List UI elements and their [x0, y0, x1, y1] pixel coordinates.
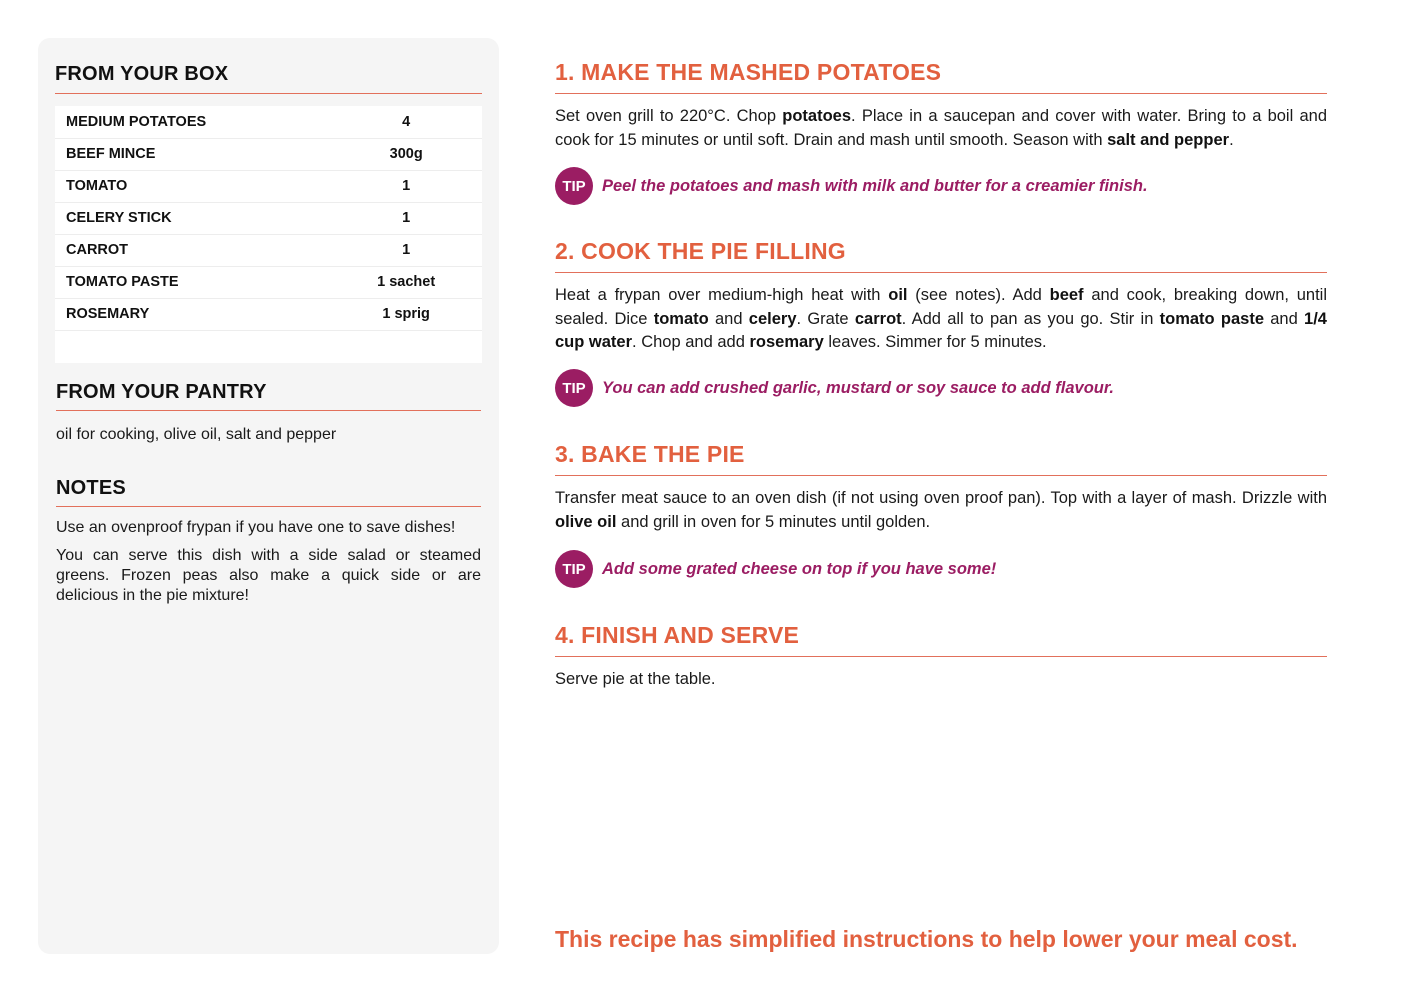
ingredient-highlight: celery	[748, 309, 797, 328]
instruction-text: and grill in oven for 5 minutes until golden.	[616, 512, 931, 531]
ingredient-name: MEDIUM POTATOES	[55, 106, 330, 138]
ingredient-qty: 1	[330, 202, 482, 234]
ingredient-highlight: beef	[1049, 286, 1084, 304]
ingredient-qty: 1 sachet	[330, 266, 482, 298]
step-3-title: 3. BAKE THE PIE	[555, 441, 745, 467]
step-1-instructions	[555, 105, 1327, 152]
ingredient-row-empty	[55, 330, 482, 363]
instruction-text: .	[1229, 130, 1234, 149]
ingredient-name: TOMATO	[55, 170, 330, 202]
step-2-tip	[555, 369, 1114, 407]
tip-text: Peel the potatoes and mash with milk and butter for a creamier finish.	[602, 176, 1148, 195]
pantry-items-text: oil for cooking, olive oil, salt and pepper	[56, 426, 337, 443]
step-1-tip	[555, 167, 1148, 205]
from-your-box-heading: FROM YOUR BOX	[55, 63, 229, 85]
instruction-text: . Place in a saucepan and cover with water. Bring to a boil and cook for 15 minutes or until soft. Drain and mash until smooth. Season with	[555, 107, 1327, 149]
ingredient-row	[55, 266, 482, 298]
ingredient-name: CELERY STICK	[55, 202, 330, 234]
ingredient-highlight: salt and pepper	[1107, 130, 1230, 149]
step-3-tip	[555, 550, 996, 588]
tip-text: Add some grated cheese on top if you have some!	[602, 559, 997, 578]
ingredient-name: BEEF MINCE	[55, 138, 330, 170]
ingredient-row	[55, 170, 482, 202]
ingredient-qty: 300g	[330, 138, 482, 170]
step-2-title: 2. COOK THE PIE FILLING	[555, 238, 846, 264]
ingredient-highlight: tomato paste	[1159, 309, 1264, 328]
ingredient-name: CARROT	[55, 234, 330, 266]
notes-body	[56, 518, 481, 614]
from-your-box-divider	[55, 93, 482, 94]
tip-badge: TIP	[555, 167, 593, 205]
ingredient-row	[55, 138, 482, 170]
ingredient-qty: 4	[330, 106, 482, 138]
step-4-divider	[555, 656, 1327, 657]
ingredient-highlight: 1/4 cup water	[555, 309, 1327, 351]
ingredient-highlight: olive oil	[555, 512, 617, 531]
instruction-text: leaves. Simmer for 5 minutes.	[823, 333, 1047, 351]
instruction-text: Heat a frypan over medium-high heat with	[555, 286, 889, 304]
tip-badge: TIP	[555, 550, 593, 588]
instruction-text: Set oven grill to 220°C. Chop	[555, 107, 783, 125]
instruction-text: . Chop and add	[632, 333, 750, 351]
tip-badge: TIP	[555, 369, 593, 407]
ingredient-highlight: carrot	[854, 309, 902, 328]
cost-saving-note: This recipe has simplified instructions to help lower your meal cost.	[555, 926, 1298, 952]
instruction-text: and	[1264, 309, 1305, 328]
from-your-pantry-heading: FROM YOUR PANTRY	[56, 381, 267, 403]
note-paragraph: You can serve this dish with a side salad or steamed greens. Frozen peas also make a quick side or are delicious in the pie mixture!	[56, 547, 481, 604]
ingredient-name: ROSEMARY	[55, 298, 330, 330]
instruction-text: . Grate	[796, 309, 855, 328]
ingredients-panel	[38, 38, 499, 954]
step-2-divider	[555, 272, 1327, 273]
instruction-text: . Add all to pan as you go. Stir in	[901, 309, 1160, 328]
instruction-text: Serve pie at the table.	[555, 670, 716, 688]
notes-divider	[56, 506, 481, 507]
step-4-title: 4. FINISH AND SERVE	[555, 622, 800, 648]
ingredient-row	[55, 202, 482, 234]
ingredient-qty: 1	[330, 170, 482, 202]
step-4-instructions	[555, 668, 1327, 692]
step-3-instructions	[555, 487, 1327, 534]
from-your-pantry-divider	[56, 410, 481, 411]
instruction-text: (see notes). Add	[907, 286, 1050, 304]
note-paragraph: Use an ovenproof frypan if you have one to save dishes!	[56, 519, 456, 536]
ingredient-highlight: potatoes	[782, 107, 852, 125]
step-1-divider	[555, 93, 1327, 94]
ingredient-row	[55, 234, 482, 266]
ingredient-highlight: oil	[888, 286, 908, 304]
ingredients-table	[55, 106, 482, 363]
step-1-title: 1. MAKE THE MASHED POTATOES	[555, 59, 942, 85]
instruction-text: Transfer meat sauce to an oven dish (if not using oven proof pan). Top with a layer of mash. Drizzle with	[555, 489, 1327, 507]
ingredient-row	[55, 298, 482, 330]
ingredient-name: TOMATO PASTE	[55, 266, 330, 298]
instruction-text: and cook, breaking down, until sealed. Dice	[555, 286, 1328, 328]
ingredient-row	[55, 106, 482, 138]
ingredient-highlight: rosemary	[749, 333, 824, 351]
ingredient-qty: 1	[330, 234, 482, 266]
step-2-instructions	[555, 284, 1327, 355]
ingredient-qty: 1 sprig	[330, 298, 482, 330]
instruction-text: and	[708, 309, 749, 328]
ingredient-highlight: tomato	[653, 309, 709, 328]
notes-heading: NOTES	[56, 477, 126, 499]
tip-text: You can add crushed garlic, mustard or soy sauce to add flavour.	[602, 378, 1114, 397]
step-3-divider	[555, 475, 1327, 476]
